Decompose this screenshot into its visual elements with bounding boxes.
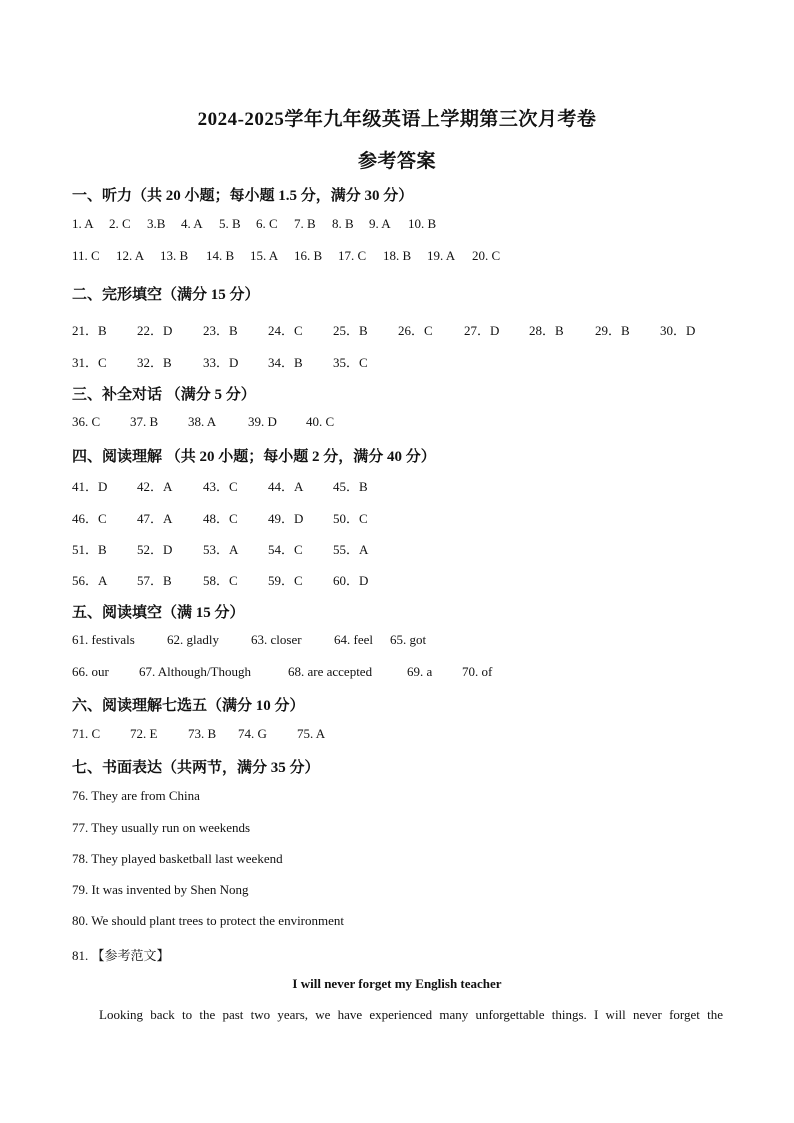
answer-item: 44．A — [268, 479, 304, 494]
answer-item: 27．D — [464, 323, 500, 338]
answer-item: 71. C — [72, 726, 101, 741]
section-heading-listening: 一、听力（共 20 小题；每小题 1.5 分，满分 30 分） — [72, 188, 414, 204]
writing-answer: 77. They usually run on weekends — [72, 820, 251, 835]
answer-item: 73. B — [188, 726, 217, 741]
answer-item: 20. C — [472, 248, 501, 263]
answer-item: 72. E — [130, 726, 158, 741]
answer-item: 56．A — [72, 573, 108, 588]
answer-item: 29．B — [595, 323, 630, 338]
section-heading-writing: 七、书面表达（共两节，满分 35 分） — [72, 760, 320, 776]
answer-item: 9. A — [369, 216, 391, 231]
answer-item: 25．B — [333, 323, 368, 338]
writing-answer: 80. We should plant trees to protect the environment — [72, 913, 345, 928]
answer-item: 8. B — [332, 216, 354, 231]
answer-item: 41．D — [72, 479, 108, 494]
answer-item: 37. B — [130, 414, 159, 429]
answer-item: 21．B — [72, 323, 107, 338]
answer-item: 4. A — [181, 216, 203, 231]
answer-item: 39. D — [248, 414, 277, 429]
section-heading-seven-five: 六、阅读理解七选五（满分 10 分） — [72, 698, 305, 714]
essay-body: Looking back to the past two years, we have experienced many unforgettable things. I will never forget the — [99, 1007, 723, 1022]
answer-item: 35．C — [333, 355, 368, 370]
answer-item: 36. C — [72, 414, 101, 429]
answer-item: 64. feel — [334, 632, 373, 647]
answer-item: 26．C — [398, 323, 433, 338]
essay-title: I will never forget my English teacher — [292, 976, 502, 991]
answer-item: 11. C — [72, 248, 100, 263]
answer-item: 54．C — [268, 542, 303, 557]
answer-item: 51．B — [72, 542, 107, 557]
section-heading-reading: 四、阅读理解 （共 20 小题；每小题 2 分，满分 40 分） — [72, 449, 436, 465]
answer-item: 62. gladly — [167, 632, 219, 647]
answer-item: 49．D — [268, 511, 304, 526]
answer-item: 18. B — [383, 248, 412, 263]
answer-item: 66. our — [72, 664, 109, 679]
answer-item: 14. B — [206, 248, 235, 263]
answer-item: 45．B — [333, 479, 368, 494]
answer-item: 38. A — [188, 414, 217, 429]
sample-essay-label: 81. 【参考范文】 — [72, 948, 170, 963]
answer-item: 70. of — [462, 664, 493, 679]
answer-item: 17. C — [338, 248, 367, 263]
answer-item: 48．C — [203, 511, 238, 526]
answer-item: 33．D — [203, 355, 239, 370]
answer-item: 42．A — [137, 479, 173, 494]
answer-item: 53．A — [203, 542, 239, 557]
answer-item: 19. A — [427, 248, 456, 263]
answer-item: 65. got — [390, 632, 427, 647]
answer-item: 46．C — [72, 511, 107, 526]
answer-item: 68. are accepted — [288, 664, 373, 679]
answer-item: 2. C — [109, 216, 131, 231]
answer-item: 3.B — [147, 216, 166, 231]
answer-item: 12. A — [116, 248, 145, 263]
answer-item: 57．B — [137, 573, 172, 588]
answer-item: 6. C — [256, 216, 278, 231]
section-heading-cloze: 二、完形填空（满分 15 分） — [72, 287, 260, 303]
page-title: 2024-2025学年九年级英语上学期第三次月考卷 — [197, 109, 597, 130]
answer-item: 34．B — [268, 355, 303, 370]
answer-item: 67. Although/Though — [139, 664, 251, 679]
answer-item: 59．C — [268, 573, 303, 588]
answer-item: 43．C — [203, 479, 238, 494]
writing-answer: 78. They played basketball last weekend — [72, 851, 283, 866]
answer-item: 28．B — [529, 323, 564, 338]
section-heading-fill: 五、阅读填空（满 15 分） — [72, 605, 245, 621]
answer-item: 24．C — [268, 323, 303, 338]
answer-item: 63. closer — [251, 632, 302, 647]
answer-item: 13. B — [160, 248, 189, 263]
answer-item: 74. G — [238, 726, 267, 741]
page-subtitle: 参考答案 — [357, 151, 436, 172]
answer-item: 52．D — [137, 542, 173, 557]
answer-item: 22．D — [137, 323, 173, 338]
answer-item: 69. a — [407, 664, 433, 679]
answer-item: 40. C — [306, 414, 335, 429]
writing-answer: 79. It was invented by Shen Nong — [72, 882, 249, 897]
writing-answer: 76. They are from China — [72, 788, 200, 803]
section-heading-dialogue: 三、补全对话 （满分 5 分） — [72, 387, 256, 403]
answer-item: 61. festivals — [72, 632, 135, 647]
answer-item: 30．D — [660, 323, 696, 338]
answer-item: 50．C — [333, 511, 368, 526]
answer-item: 23．B — [203, 323, 238, 338]
answer-item: 15. A — [250, 248, 279, 263]
answer-item: 7. B — [294, 216, 316, 231]
answer-item: 32．B — [137, 355, 172, 370]
answer-item: 47．A — [137, 511, 173, 526]
answer-item: 55．A — [333, 542, 369, 557]
answer-item: 31．C — [72, 355, 107, 370]
answer-item: 60．D — [333, 573, 369, 588]
answer-item: 58．C — [203, 573, 238, 588]
answer-item: 10. B — [408, 216, 437, 231]
answer-item: 5. B — [219, 216, 241, 231]
answer-item: 75. A — [297, 726, 326, 741]
answer-item: 1. A — [72, 216, 94, 231]
answer-item: 16. B — [294, 248, 323, 263]
